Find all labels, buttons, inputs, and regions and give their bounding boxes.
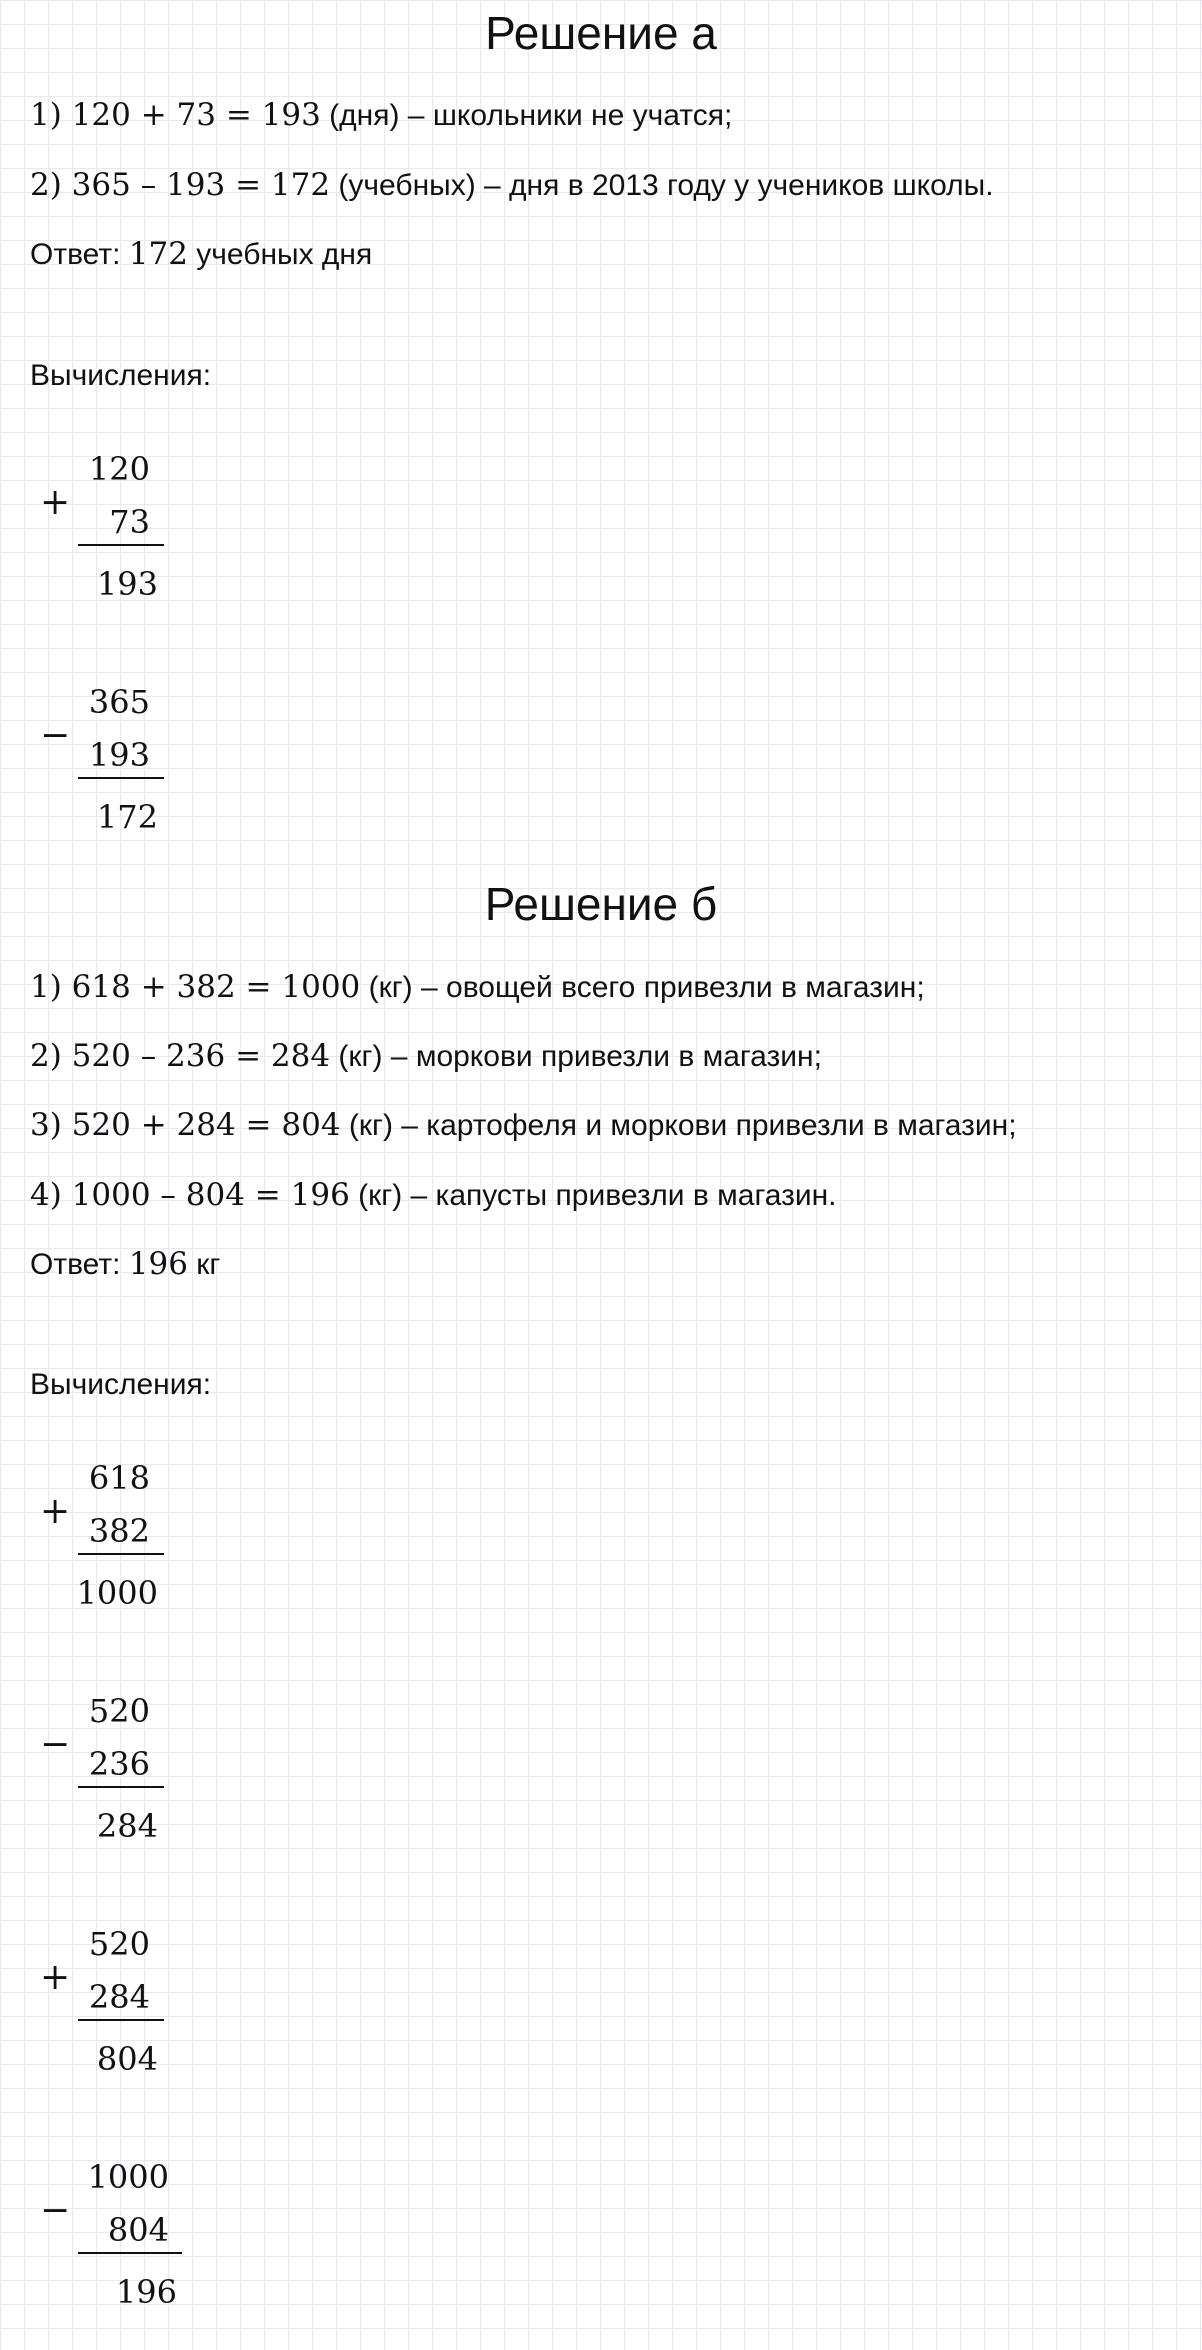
calc-rule (78, 1786, 164, 1788)
operand-1: 618 (88, 1459, 150, 1497)
operand-2: 236 (88, 1745, 150, 1783)
operand-1: 520 (88, 1925, 150, 1963)
step-expression: 3) 520 + 284 = 804 (30, 1107, 341, 1143)
answer-value: 196 (128, 1246, 188, 1282)
answer-label: Ответ: (30, 238, 129, 271)
minus-sign: − (40, 2190, 71, 2231)
part-a-answer (30, 236, 373, 272)
step-expression: 1) 618 + 382 = 1000 (30, 969, 361, 1005)
calc-rule (78, 2019, 164, 2021)
part-b-title: Решение б (484, 878, 718, 930)
part-b-step-3 (30, 1107, 1017, 1143)
operand-1: 120 (88, 450, 150, 488)
part-b-calc-3 (0, 1925, 220, 2092)
part-b-answer (30, 1246, 221, 1282)
operand-2: 284 (88, 1978, 150, 2016)
step-expression: 2) 520 – 236 = 284 (30, 1038, 331, 1074)
calc-rule (78, 544, 164, 546)
part-a-calc-1 (0, 450, 220, 617)
calc-result: 1000 (76, 1574, 158, 1612)
minus-sign: − (40, 1724, 71, 1765)
part-b-calc-4 (0, 2158, 220, 2325)
step-expression: 2) 365 – 193 = 172 (30, 167, 331, 203)
calc-result: 193 (96, 565, 158, 603)
part-a-step-1 (30, 97, 733, 133)
plus-sign: + (40, 1957, 71, 1998)
part-a-step-2 (30, 167, 994, 203)
calc-rule (78, 777, 164, 779)
step-text: (кг) – капусты привезли в магазин. (349, 1179, 837, 1212)
step-text: (кг) – овощей всего привезли в магазин; (360, 971, 925, 1004)
part-b-calc-2 (0, 1692, 220, 1859)
operand-2: 804 (107, 2211, 169, 2249)
part-a-calc-label: Вычисления: (30, 359, 212, 392)
calc-result: 804 (96, 2040, 158, 2078)
part-b-calc-1 (0, 1459, 220, 1626)
part-b-step-2 (30, 1038, 822, 1074)
part-a-title: Решение а (485, 7, 717, 59)
step-text: (кг) – картофеля и моркови привезли в магазин; (340, 1109, 1017, 1142)
part-b-calc-label: Вычисления: (30, 1368, 212, 1401)
answer-value: 172 (128, 236, 188, 272)
step-expression: 4) 1000 – 804 = 196 (30, 1177, 350, 1213)
step-text: (кг) – моркови привезли в магазин; (330, 1040, 822, 1073)
answer-unit: учебных дня (187, 238, 373, 271)
calc-rule (78, 1553, 164, 1555)
calc-result: 284 (96, 1807, 158, 1845)
operand-2: 73 (109, 503, 150, 541)
step-text: (дня) – школьники не учатся; (320, 99, 733, 132)
minus-sign: − (40, 715, 71, 756)
calc-result: 172 (96, 798, 158, 836)
operand-1: 520 (88, 1692, 150, 1730)
operand-1: 365 (88, 683, 150, 721)
part-b-step-1 (30, 969, 925, 1005)
operand-2: 382 (88, 1512, 150, 1550)
step-expression: 1) 120 + 73 = 193 (30, 97, 321, 133)
plus-sign: + (40, 482, 71, 523)
calc-result: 196 (115, 2273, 177, 2311)
part-b-step-4 (30, 1177, 837, 1213)
operand-2: 193 (88, 736, 150, 774)
part-a-calc-2 (0, 683, 220, 850)
operand-1: 1000 (87, 2158, 169, 2196)
calc-rule (78, 2252, 182, 2254)
step-text: (учебных) – дня в 2013 году у учеников школы. (330, 169, 994, 202)
answer-unit: кг (187, 1248, 221, 1281)
answer-label: Ответ: (30, 1248, 129, 1281)
plus-sign: + (40, 1491, 71, 1532)
